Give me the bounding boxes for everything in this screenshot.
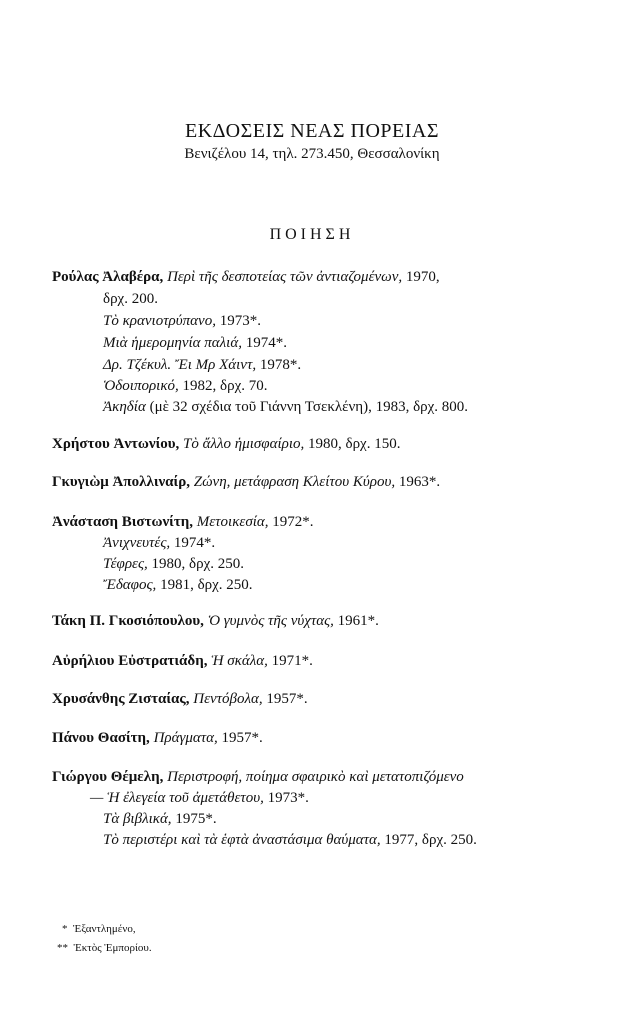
entry-title: Ἀκηδία [103,399,146,415]
entry-details: 1974*. [245,335,287,351]
list-item [90,789,309,807]
entry-details: 1975*. [175,811,217,827]
entry-details: 1982, δρχ. 70. [182,378,268,394]
list-item [52,435,400,453]
entry-title: Ἡ σκάλα, [211,653,268,669]
list-item [52,768,464,786]
entry-details: 1980, δρχ. 250. [151,556,244,572]
entry-title: Ζώνη, μετάφραση Κλείτου Κύρου, [193,474,396,490]
list-item [103,356,301,374]
list-item [103,398,468,416]
entry-details: 1973*. [219,313,261,329]
entry-title: Ἔδαφος, [103,577,157,593]
entry-details: 1972*. [272,514,314,530]
list-item [52,652,313,670]
entry-author: Πάνου Θασίτη, [52,730,150,746]
entry-title: Τὸ ἄλλο ἡμισφαίριο, [183,436,305,452]
list-item [103,377,268,395]
entry-title: Μετοικεσία, [196,514,269,530]
entry-details: (μὲ 32 σχέδια τοῦ Γιάννη Τσεκλένη), 1983, δρχ. 800. [149,399,469,415]
entry-details: 1963*. [398,474,441,490]
list-item [103,555,244,573]
entry-details: 1973*. [267,790,309,806]
entry-title: Ὁδοιπορικό, [103,378,179,394]
entry-title: Ἀνιχνευτές, [103,535,171,551]
entry-author: Τάκη Π. Γκοσιόπουλου, [52,613,204,629]
entry-details: 1971*. [271,653,313,669]
footnote [57,942,152,954]
entry-title: Τὸ κρανιοτρύπανο, [103,313,216,329]
footnote-text: Ἐξαντλημένο, [73,923,136,935]
list-item [103,576,253,594]
entry-title: Τέφρες, [103,556,148,572]
entry-title: Περὶ τῆς δεσποτείας τῶν ἀντιαζομένων, [167,269,403,285]
list-item [103,312,261,330]
entry-title: — Ἡ ἐλεγεία τοῦ ἀμετάθετου, [90,790,264,806]
entry-details: 1957*. [221,730,263,746]
entry-details: 1974*. [173,535,216,551]
entry-details: 1980, δρχ. 150. [308,436,401,452]
entry-title: Πράγματα, [153,730,218,746]
entry-author: Ρούλας Ἀλαβέρα, [52,269,164,285]
entry-details: 1970, [405,269,440,285]
section-title: ΠΟΙΗΣΗ [269,226,355,243]
entry-author: Χρήστου Ἀντωνίου, [52,436,180,452]
list-item [52,729,263,747]
list-item [103,810,217,828]
list-item [103,290,158,308]
publisher-address: Βενιζέλου 14, τηλ. 273.450, Θεσσαλονίκη [184,146,440,162]
entry-author: Αὐρήλιου Εὐστρατιάδη, [52,653,208,669]
entry-details: 1981, δρχ. 250. [160,577,253,593]
list-item [52,268,440,286]
entry-title: Πεντόβολα, [193,691,263,707]
entry-title: Μιὰ ἡμερομηνία παλιά, [103,335,242,351]
entry-details: 1957*. [266,691,308,707]
entry-details: 1961*. [337,613,379,629]
list-item [52,513,314,531]
entry-details: δρχ. 200. [103,291,158,307]
entry-details: 1978*. [259,357,302,373]
entry-title: Τὸ περιστέρι καὶ τὰ ἑφτὰ ἀναστάσιμα θαύματα, [103,832,381,848]
entry-title: Ὁ γυμνὸς τῆς νύχτας, [207,613,334,629]
entry-title: Τὰ βιβλικά, [103,811,172,827]
footnote [62,923,136,935]
list-item [52,612,379,630]
footnote-mark: * [62,923,68,935]
list-item [103,831,477,849]
publisher-name: ΕΚΔΟΣΕΙΣ ΝΕΑΣ ΠΟΡΕΙΑΣ [185,120,439,142]
footnote-mark: ** [57,942,68,954]
entry-title: Δρ. Τζέκυλ. Ἔι Μρ Χάιντ, [103,357,257,373]
list-item [52,473,440,491]
entry-author: Γιώργου Θέμελη, [52,769,164,785]
entry-details: 1977, δρχ. 250. [384,832,477,848]
list-item [52,690,308,708]
list-item [103,534,215,552]
list-item [103,334,287,352]
entry-author: Γκυγιὼμ Ἀπολλιναίρ, [52,474,190,490]
entry-title: Περιστροφή, ποίημα σφαιρικὸ καὶ μετατοπιζόμενο [167,769,464,785]
footnote-text: Ἐκτὸς Ἐμπορίου. [73,942,152,954]
entry-author: Χρυσάνθης Ζισταίας, [52,691,190,707]
entry-author: Ἀνάσταση Βιστωνίτη, [52,514,194,530]
